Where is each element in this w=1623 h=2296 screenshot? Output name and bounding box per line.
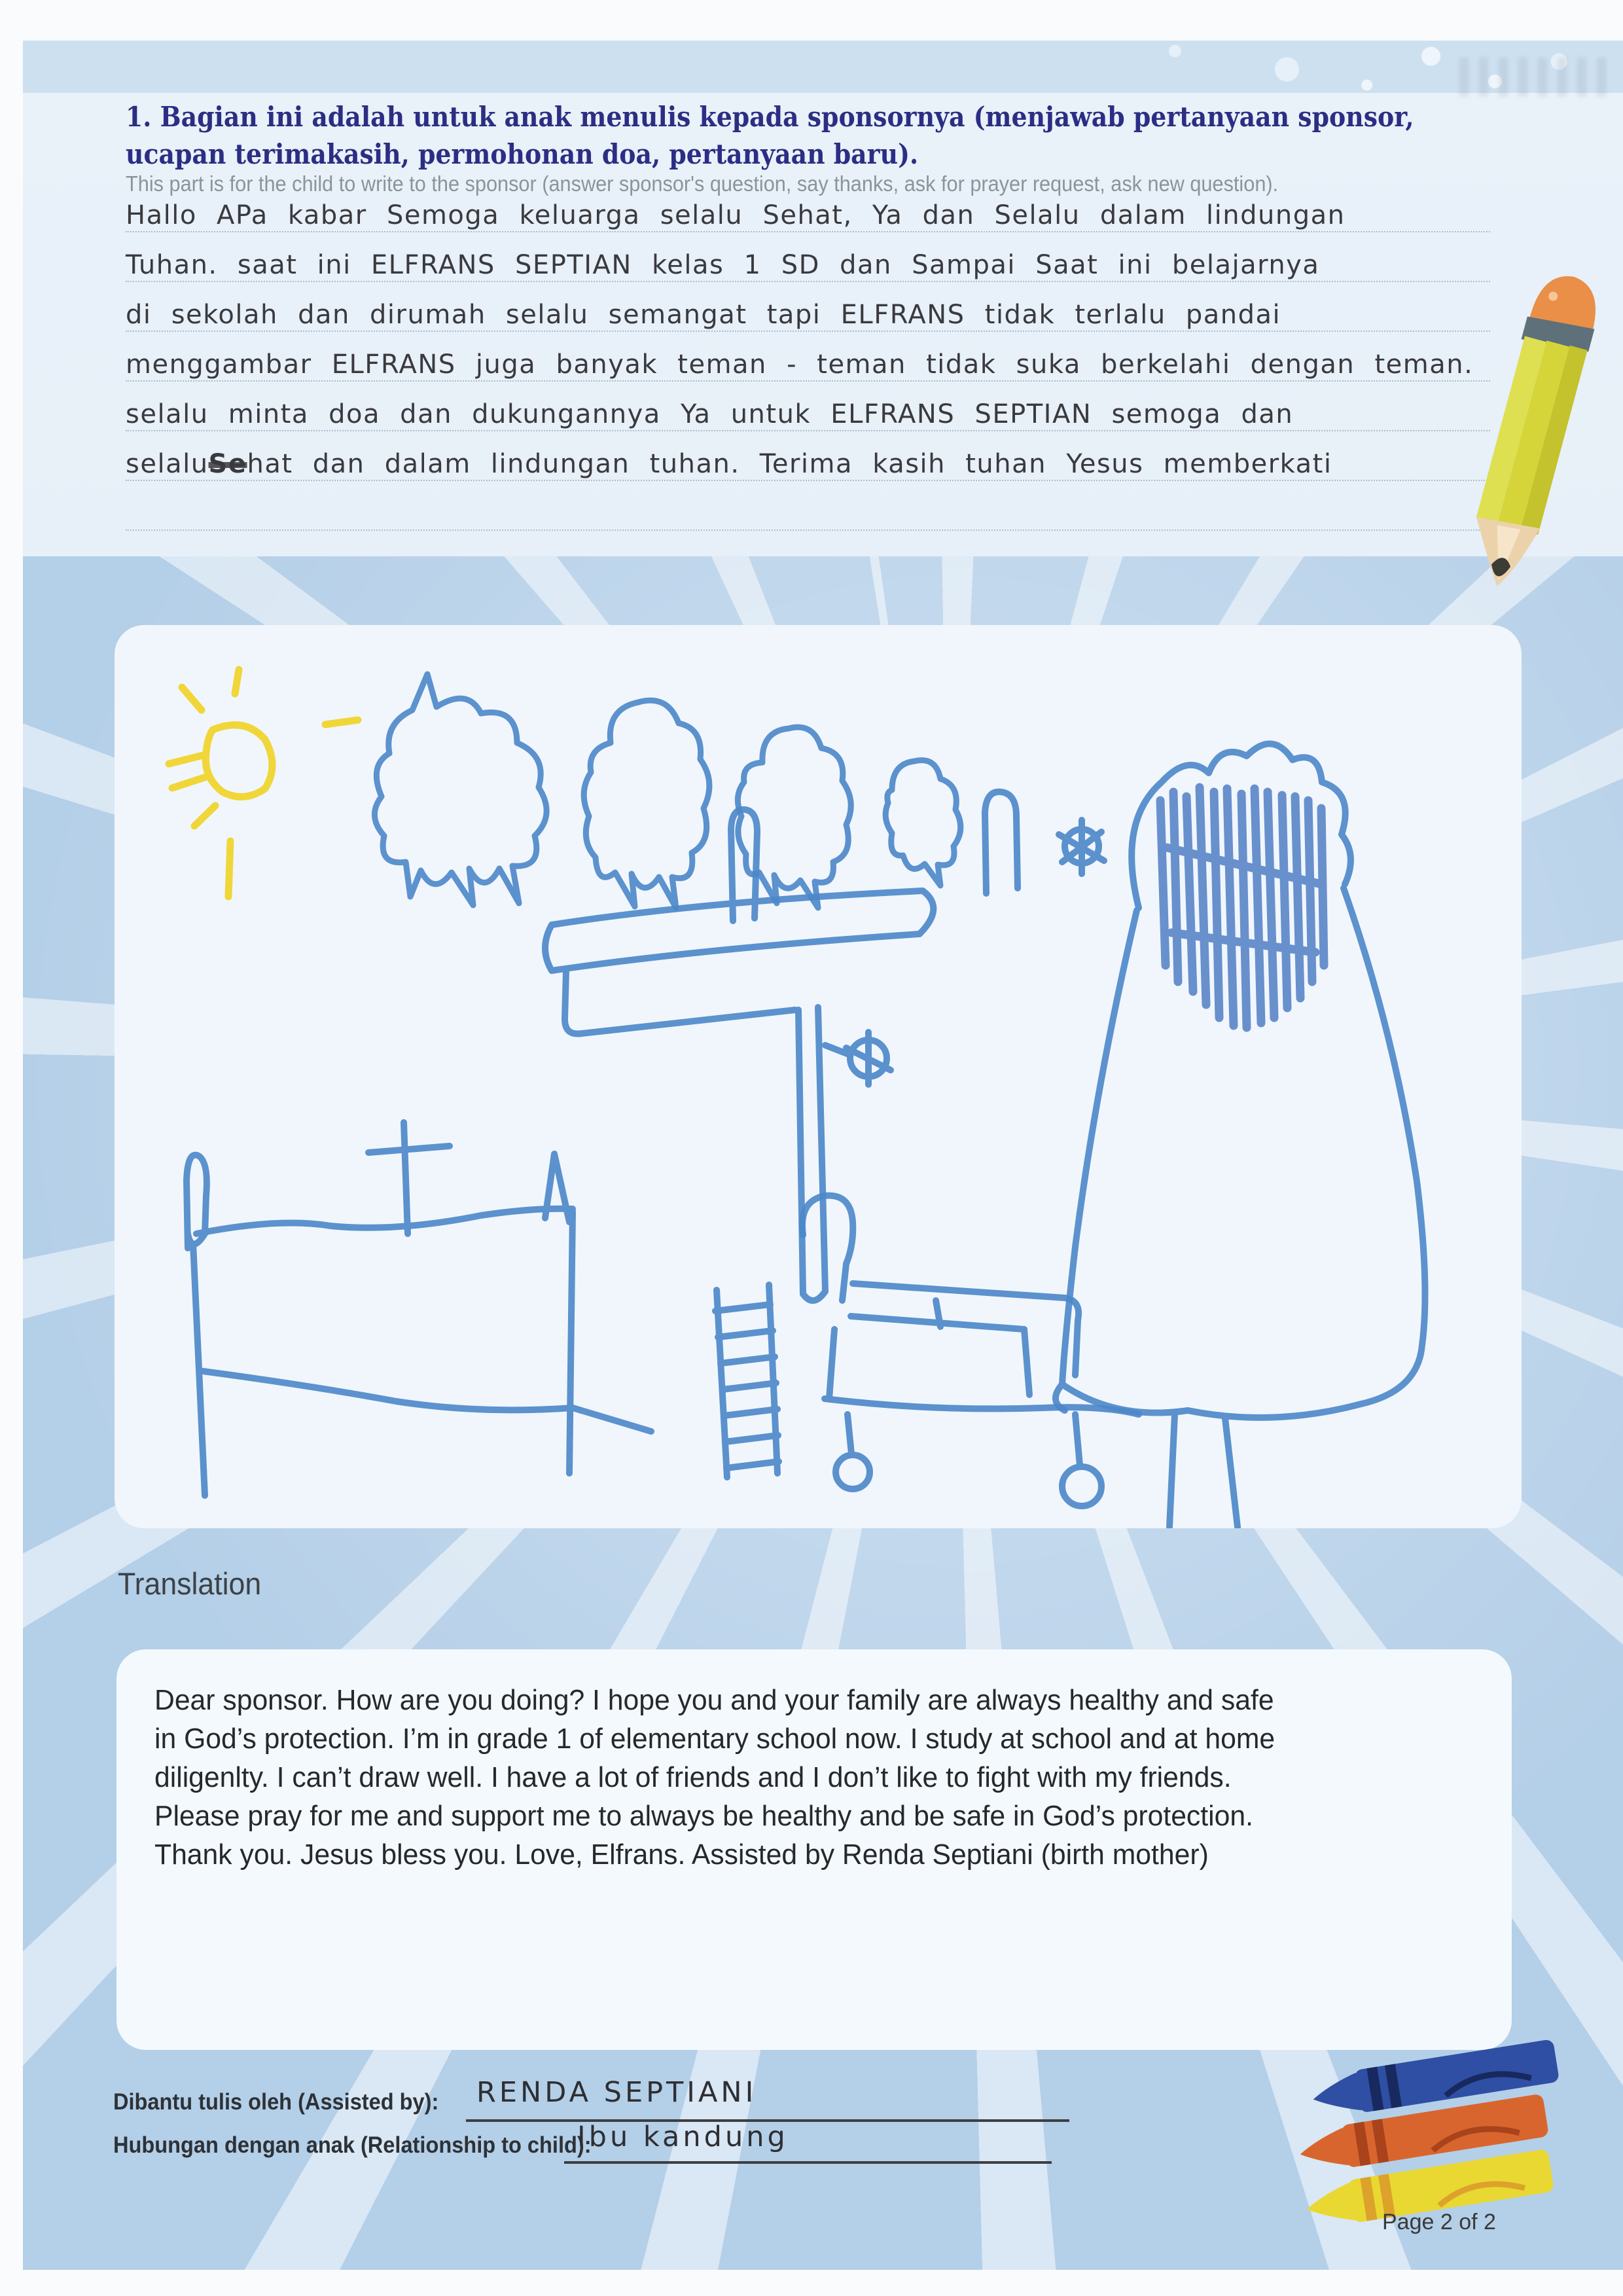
translation-line: Thank you. Jesus bless you. Love, Elfrans. Assisted by Renda Septiani (birth mother) [154,1839,1209,1871]
letter-line-prefix: selalu [126,449,209,479]
crayons-icon [1286,2032,1594,2235]
letter-line: selalu minta doa dan dukungannya Ya untuk ELFRANS SEPTIAN semoga dan [126,382,1490,431]
airplane-drawing [545,792,1104,1300]
ladder-drawing [715,1285,779,1477]
handwritten-letter [126,183,1490,531]
translation-line: Dear sponsor. How are you doing? I hope you and your family are always healthy and safe [154,1684,1274,1716]
letter-line: Tuhan. saat ini ELFRANS SEPTIAN kelas 1 SD dan Sampai Saat ini belajarnya [126,232,1490,282]
letter-line [126,431,1490,481]
assisted-by-value: RENDA SEPTIANI [476,2076,757,2109]
scan-smudge [1459,58,1610,97]
scribbled-word: Se [208,449,247,479]
pencil-icon [1458,259,1622,609]
relationship-value: Ibu kandung [577,2121,789,2153]
signature-line-2 [564,2161,1052,2164]
section-title: 1. Bagian ini adalah untuk anak menulis kepada sponsornya (menjawab pertanyaan sponsor, ucapan terimakasih, permohonan doa, pertanyaan baru). [126,101,1414,170]
translation-text [154,1681,1476,1874]
section-subtitle: This part is for the child to write to the sponsor (answer sponsor's question, say thanks, ask for prayer request, ask new question). [126,171,1279,196]
person-hair-scribble [1160,787,1324,1028]
letter-line: menggambar ELFRANS juga banyak teman - teman tidak suka berkelahi dengan teman. [126,332,1490,382]
letter-line: Hallo APa kabar Semoga keluarga selalu Sehat, Ya dan Selalu dalam lindungan [126,183,1490,232]
relationship-label: Hubungan dengan anak (Relationship to child): [113,2132,592,2158]
translation-line: in God’s protection. I’m in grade 1 of elementary school now. I study at school and at home [154,1723,1275,1755]
assisted-by-label: Dibantu tulis oleh (Assisted by): [113,2089,439,2115]
letter-line: di sekolah dan dirumah selalu semangat tapi ELFRANS tidak terlalu pandai [126,282,1490,332]
translation-line: Please pray for me and support me to always be healthy and be safe in God’s protection. [154,1800,1253,1832]
sun-drawing [169,670,358,897]
cart-drawing [802,1196,1139,1506]
top-band [23,41,1623,93]
translation-panel [116,1649,1512,2050]
child-drawing [115,625,1522,1528]
child-drawing-panel [115,625,1522,1528]
page-number: Page 2 of 2 [1382,2210,1496,2234]
clouds-drawing [374,674,960,908]
translation-line: diligenlty. I can’t draw well. I have a lot of friends and I don’t like to fight with my friends. [154,1761,1232,1793]
bed-drawing [187,1122,651,1496]
letter-line-rest: hat dan dalam lindungan tuhan. Terima kasih tuhan Yesus memberkati [247,449,1332,479]
translation-heading: Translation [118,1566,262,1601]
empty-rule [126,481,1490,531]
